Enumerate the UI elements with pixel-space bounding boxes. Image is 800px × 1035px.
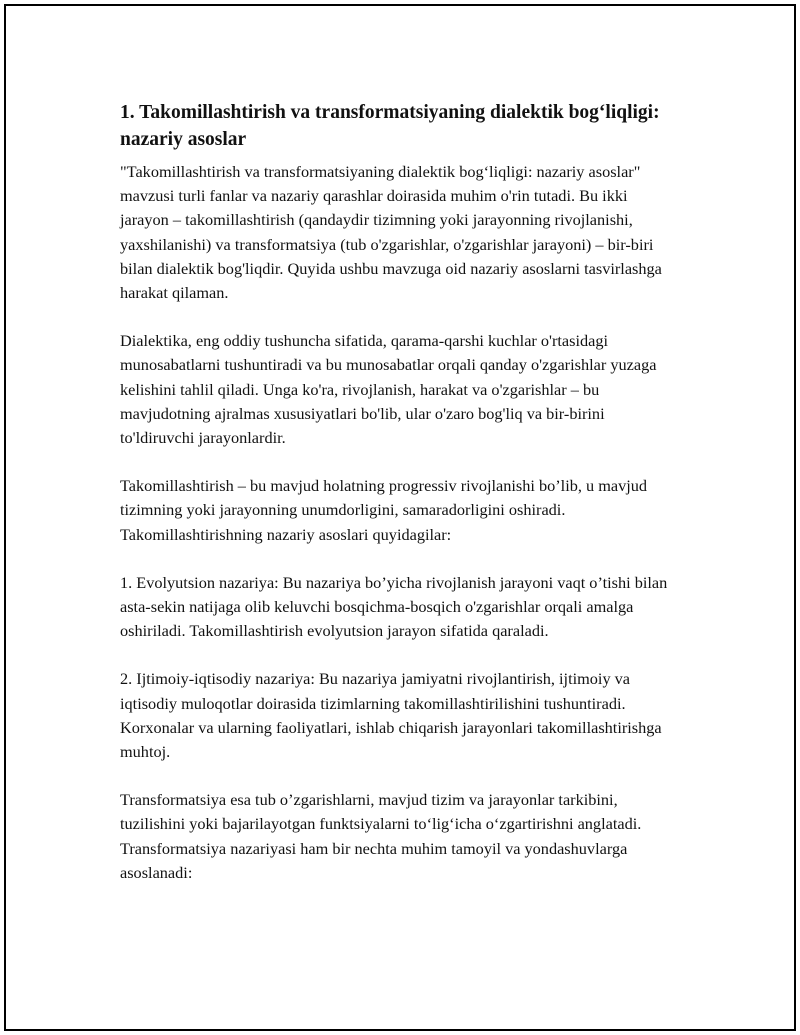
page-frame (4, 4, 796, 1031)
paragraph-socioeconomic-theory: 2. Ijtimoiy-iqtisodiy nazariya: Bu nazariya jamiyatni rivojlantirish, ijtimoiy va iqtisodiy muloqotlar doirasida tizimlarning takomillashtirilishini tushuntiradi. Korxonalar va ularning faoliyatlari, ishlab chiqarish jarayonlari takomillashtirishga muhtoj. (120, 669, 662, 762)
paragraph-dialectics: Dialektika, eng oddiy tushuncha sifatida, qarama-qarshi kuchlar o'rtasidagi munosabatlarni tushuntiradi va bu munosabatlar orqali qanday o'zgarishlar yuzaga kelishini tahlil qiladi. Unga ko'ra, rivojlanish, harakat va o'zgarishlar – bu mavjudotning ajralmas xususiyatlari bo'lib, ular o'zaro bog'liq va bir-birini to'ldiruvchi jarayonlardir. (120, 331, 657, 448)
paragraph-transformation: Transformatsiya esa tub o’zgarishlarni, mavjud tizim va jarayonlar tarkibini, tuzilishini yoki bajarilayotgan funktsiyalarni to‘lig‘icha o‘zgartirishni anglatadi. Transformatsiya nazariyasi ham bir nechta muhim tamoyil va yondashuvlarga asoslanadi: (120, 790, 642, 882)
paragraph-improvement: Takomillashtirish – bu mavjud holatning progressiv rivojlanishi bo’lib, u mavjud tizimning yoki jarayonning unumdorligini, samaradorligini oshiradi. Takomillashtirishning nazariy asoslari quyidagilar: (120, 476, 648, 544)
paragraph-intro: "Takomillashtirish va transformatsiyaning dialektik bog‘liqligi: nazariy asoslar" mavzusi turli fanlar va nazariy qarashlar doirasida muhim o'rin tutadi. Bu ikki jarayon – takomillashtirish (qandaydir tizimning yoki jarayonning rivojlanishi, yaxshilanishi) va transformatsiya (tub o'zgarishlar, o'zgarishlar jarayoni) – bir-biri bilan dialektik bog'liqdir. Quyida ushbu mavzuga oid nazariy asoslarni tasvirlashga harakat qilaman. (120, 162, 662, 303)
document-body (120, 99, 680, 885)
paragraph-evolutionary-theory: 1. Evolyutsion nazariya: Bu nazariya bo’yicha rivojlanish jarayoni vaqt o’tishi bilan asta-sekin natijaga olib keluvchi bosqichma-bosqich o'zgarishlar orqali amalga oshiriladi. Takomillashtirish evolyutsion jarayon sifatida qaraladi. (120, 572, 668, 641)
section-heading: 1. Takomillashtirish va transformatsiyaning dialektik bog‘liqligi: nazariy asoslar (120, 102, 660, 150)
